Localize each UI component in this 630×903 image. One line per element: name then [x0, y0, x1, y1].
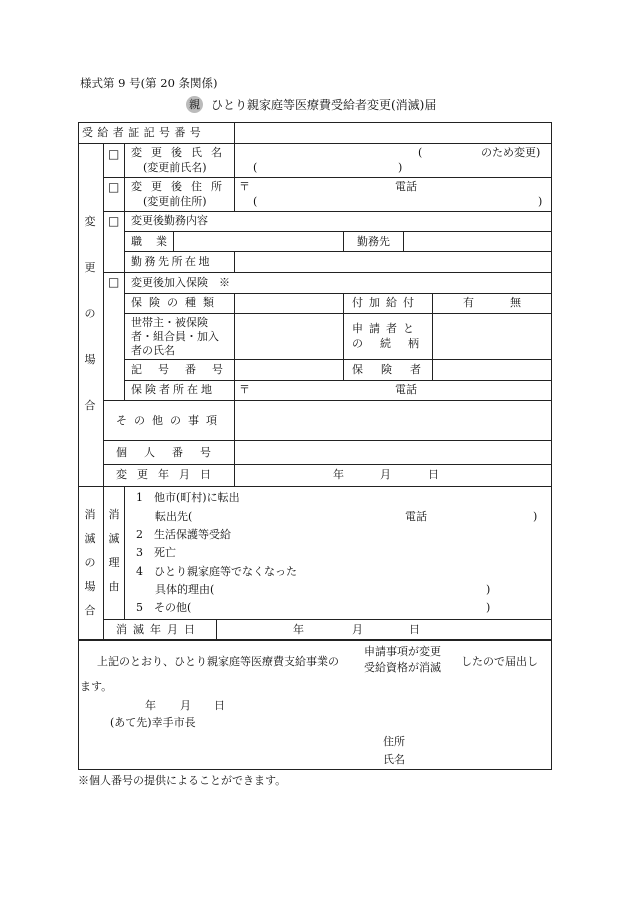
other-matters-label: その他の事項 — [116, 414, 224, 427]
work-change-checkbox[interactable]: □ — [108, 214, 120, 228]
name-change-checkbox[interactable]: □ — [108, 147, 120, 161]
address-label: 住所 — [383, 735, 405, 748]
new-work-label: 変更後勤務内容 — [131, 214, 208, 227]
declaration-text-line2: ます。 — [80, 680, 113, 693]
householder-name-label-2: 者・組合員・加入 — [131, 330, 219, 343]
reason-death[interactable]: 3 死亡 — [136, 546, 176, 559]
reason-no-longer-eligible[interactable]: 4 ひとり親家庭等でなくなった — [136, 565, 297, 578]
insurance-type-label: 保険の種類 — [131, 296, 221, 309]
form-number: 様式第 9 号(第 20 条関係) — [80, 76, 218, 90]
address-phone-label: 電話 — [395, 180, 417, 193]
new-name-label: 変更後氏名 — [131, 146, 231, 159]
insurer-address-label: 保険者所在地 — [131, 383, 215, 396]
occupation-label: 職業 — [131, 235, 181, 248]
move-destination-label: 転出先( — [155, 510, 193, 523]
name-reason-suffix: のため変更) — [481, 146, 541, 159]
new-address-label: 変更後住所 — [131, 180, 231, 193]
declaration-option-changed[interactable]: 申請事項が変更 — [364, 645, 441, 658]
reason-moved-out[interactable]: 1 他市(町村)に転出 — [136, 491, 240, 504]
footnote: ※個人番号の提供によることができます。 — [78, 774, 287, 787]
change-date-label: 変更年月日 — [116, 468, 221, 481]
benefit-no[interactable]: 無 — [510, 296, 521, 309]
form-title: ひとり親家庭等医療費受給者変更(消滅)届 — [211, 98, 437, 112]
extinction-reason-label: 消 滅 理 由 — [108, 508, 120, 593]
parent-marker-icon: 親 — [186, 96, 203, 113]
change-section-label: 変 更 の 場 合 — [84, 215, 96, 412]
householder-name-label-1: 世帯主・被保険 — [131, 316, 208, 329]
prev-address-label: (変更前住所) — [143, 195, 207, 208]
reason-other[interactable]: 5 その他( — [136, 601, 192, 614]
extinction-section-label: 消 滅 の 場 合 — [84, 508, 96, 617]
move-phone-label: 電話 — [405, 510, 427, 523]
benefit-yes[interactable]: 有 — [463, 296, 474, 309]
address-change-checkbox[interactable]: □ — [108, 180, 120, 194]
workplace-address-label: 勤務先所在地 — [131, 255, 212, 268]
prev-name-label: (変更前氏名) — [143, 161, 207, 174]
new-name-field[interactable] — [240, 145, 410, 159]
relation-label-2: の続柄 — [352, 337, 436, 350]
reason-welfare[interactable]: 2 生活保護等受給 — [136, 528, 231, 541]
symbol-number-label: 記号番号 — [131, 363, 239, 376]
workplace-label: 勤務先 — [357, 235, 390, 248]
addressee: (あて先)幸手市長 — [110, 716, 196, 729]
relation-label-1: 申請者と — [352, 322, 420, 335]
extinction-date-label: 消滅年月日 — [116, 623, 201, 636]
householder-name-label-3: 者の氏名 — [131, 344, 175, 357]
insurer-label: 保険者 — [352, 363, 439, 376]
declaration-text-after: したので届出し — [461, 655, 538, 668]
recipient-cert-field[interactable] — [236, 124, 549, 142]
personal-number-label: 個人番号 — [116, 446, 228, 459]
specific-reason-label: 具体的理由( — [155, 583, 215, 596]
declaration-option-lost[interactable]: 受給資格が消滅 — [364, 661, 441, 674]
recipient-cert-label: 受給者証記号番号 — [82, 126, 206, 139]
postal-mark: 〒 — [239, 180, 250, 193]
declaration-text: 上記のとおり、ひとり親家庭等医療費支給事業の — [97, 655, 339, 668]
insurer-phone-label: 電話 — [395, 383, 417, 396]
new-insurance-label: 変更後加入保険 ※ — [131, 276, 230, 289]
supplementary-benefit-label: 付加給付 — [352, 296, 420, 309]
insurance-change-checkbox[interactable]: □ — [108, 275, 120, 289]
name-label: 氏名 — [383, 753, 405, 766]
